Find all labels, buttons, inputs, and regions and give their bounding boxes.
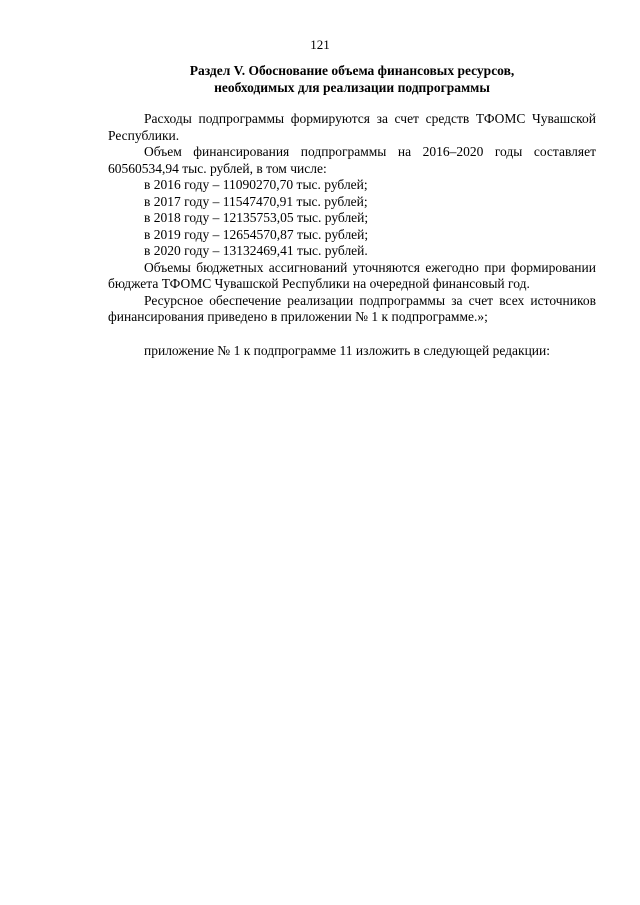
paragraph-resource-provision: Ресурсное обеспечение реализации подпрограммы за счет всех источников финансирования приведено в приложении № 1 к подпрограмме.»; [108, 292, 596, 324]
funding-year-2018: в 2018 году – 12135753,05 тыс. рублей; [144, 210, 369, 225]
funding-year-2020: в 2020 году – 13132469,41 тыс. рублей. [144, 243, 368, 258]
paragraph-spacer [108, 326, 596, 343]
paragraph-expenses-source: Расходы подпрограммы формируются за счет средств ТФОМС Чувашской Республики. [108, 111, 596, 143]
body-text [108, 111, 596, 359]
paragraph-budget-adjustment: Объемы бюджетных ассигнований уточняются ежегодно при формировании бюджета ТФОМС Чувашской Республики на очередной финансовый год. [108, 259, 596, 291]
funding-year-2019: в 2019 году – 12654570,87 тыс. рублей; [144, 226, 369, 242]
section-heading-line-1: Раздел V. Обоснование объема финансовых ресурсов, [189, 63, 515, 78]
section-heading-line-2: необходимых для реализации подпрограммы [214, 80, 490, 95]
funding-year-2017: в 2017 году – 11547470,91 тыс. рублей; [144, 193, 368, 209]
paragraph-appendix-amendment: приложение № 1 к подпрограмме 11 изложить в следующей редакции: [144, 342, 550, 358]
paragraph-funding-total: Объем финансирования подпрограммы на 2016–2020 годы составляет 60560534,94 тыс. рублей, в том числе: [108, 144, 596, 176]
section-heading [108, 62, 596, 96]
page-number: 121 [310, 37, 330, 52]
funding-year-2016: в 2016 году – 11090270,70 тыс. рублей; [144, 177, 368, 192]
